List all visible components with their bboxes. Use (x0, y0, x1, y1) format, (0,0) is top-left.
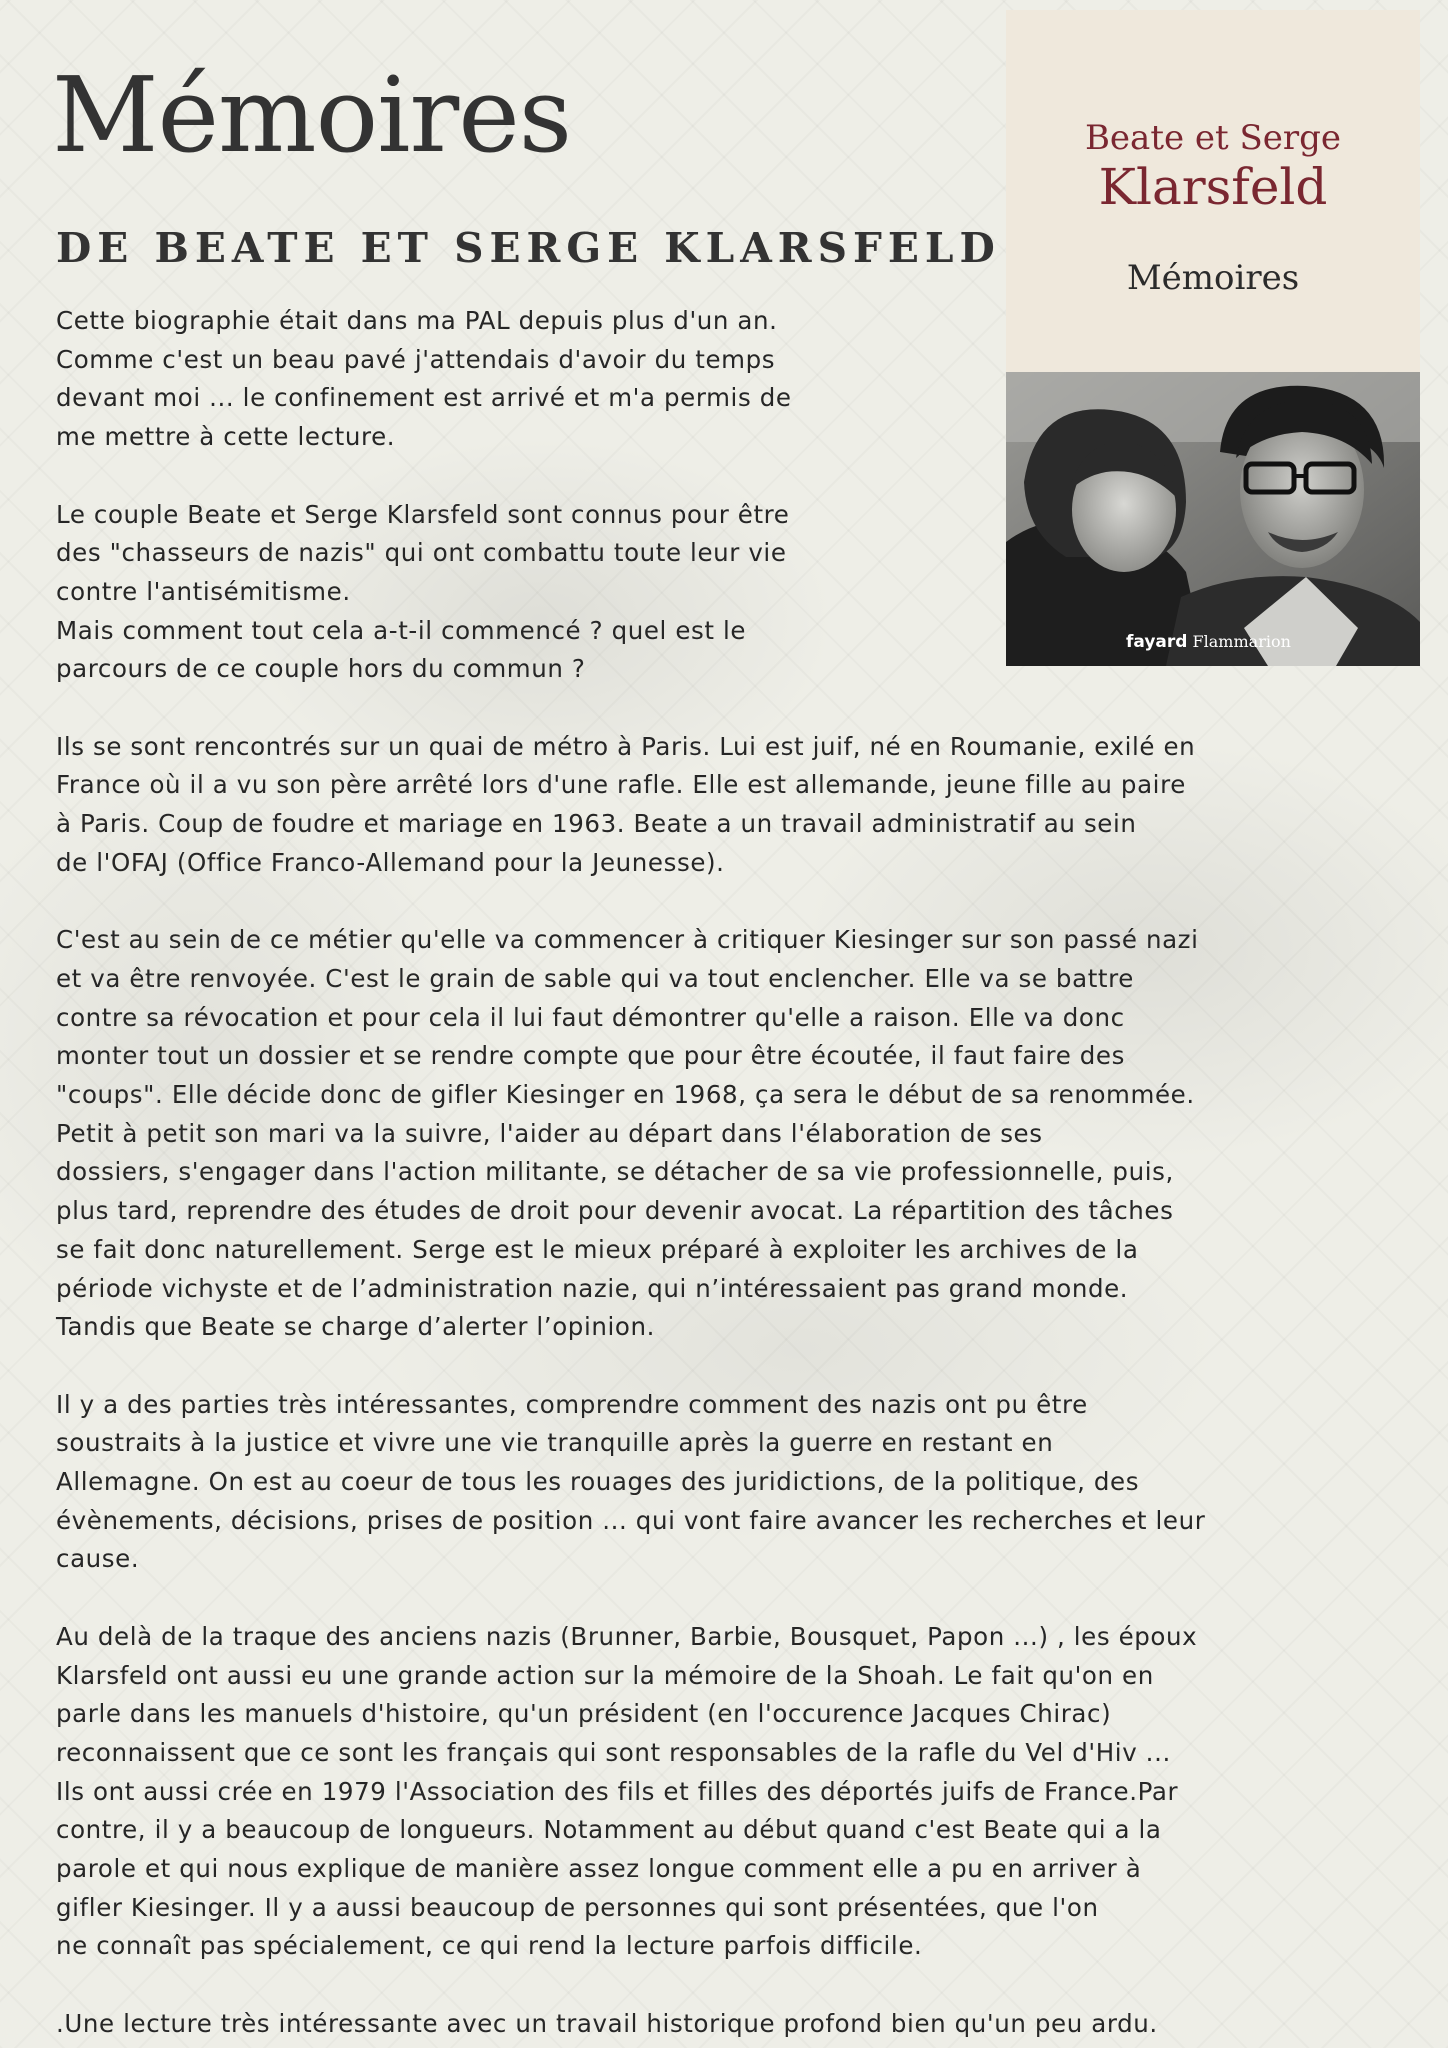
text-line: Cette biographie était dans ma PAL depuis plus d'un an. (56, 306, 778, 335)
text-line: parcours de ce couple hors du commun ? (56, 654, 586, 684)
paragraph (56, 2005, 1396, 2044)
page-subtitle: DE BEATE ET SERGE KLARSFELD (56, 224, 1001, 272)
text-line: Ils ont aussi crée en 1979 l'Association des fils et filles des déportés juifs de France.Par (56, 1776, 1179, 1806)
paragraph (56, 921, 1396, 1347)
text-line: Le couple Beate et Serge Klarsfeld sont connus pour être (56, 499, 790, 529)
cover-publisher-secondary: Flammarion (1192, 632, 1291, 651)
text-line: des "chasseurs de nazis" qui ont combattu toute leur vie (56, 538, 787, 568)
paragraph (56, 728, 1396, 883)
text-line: et va être renvoyée. C'est le grain de sable qui va tout enclencher. Elle va se battre (56, 963, 1134, 993)
text-line: contre l'antisémitisme. (56, 576, 351, 606)
text-line: à Paris. Coup de foudre et mariage en 1963. Beate a un travail administratif au sein (56, 809, 1137, 839)
paragraph (56, 1386, 1396, 1580)
text-line: gifler Kiesinger. Il y a aussi beaucoup de personnes qui sont présentées, que l'on (56, 1892, 1099, 1922)
paragraph (56, 302, 1396, 457)
text-line: soustraits à la justice et vivre une vie tranquille après la guerre en restant en (56, 1428, 1054, 1458)
text-line: Mais comment tout cela a-t-il commencé ? quel est le (56, 615, 747, 645)
text-line: .Une lecture très intéressante avec un travail historique profond bien qu'un peu ardu. (56, 2008, 1158, 2038)
text-line: Klarsfeld ont aussi eu une grande action sur la mémoire de la Shoah. Le fait qu'on en (56, 1660, 1154, 1690)
text-line: Comme c'est un beau pavé j'attendais d'avoir du temps (56, 344, 776, 374)
text-line: Il y a des parties très intéressantes, comprendre comment des nazis ont pu être (56, 1389, 1088, 1419)
cover-title: Mémoires (1126, 258, 1300, 298)
cover-author-line1: Beate et Serge (1084, 118, 1342, 158)
text-line: période vichyste et de l’administration nazie, qui n’intéressaient pas grand monde. (56, 1273, 1129, 1303)
text-line: ne connaît pas spécialement, ce qui rend la lecture parfois difficile. (56, 1931, 923, 1961)
text-line: de l'OFAJ (Office Franco-Allemand pour la Jeunesse). (56, 847, 725, 877)
text-line: monter tout un dossier et se rendre compte que pour être écoutée, il faut faire des (56, 1041, 1125, 1071)
cover-author-line2: Klarsfeld (1098, 158, 1328, 216)
paragraph (56, 1618, 1396, 1966)
text-line: "coups". Elle décide donc de gifler Kiesinger en 1968, ça sera le début de sa renommée. (56, 1080, 1195, 1110)
text-line: Allemagne. On est au coeur de tous les rouages des juridictions, de la politique, des (56, 1467, 1140, 1497)
text-line: France où il a vu son père arrêté lors d'une rafle. Elle est allemande, jeune fille au paire (56, 770, 1186, 800)
text-line: contre, il y a beaucoup de longueurs. Notamment au début quand c'est Beate qui a la (56, 1815, 1162, 1845)
text-line: contre sa révocation et pour cela il lui faut démontrer qu'elle a raison. Elle va donc (56, 1002, 1125, 1032)
page-title: Mémoires (52, 54, 572, 176)
text-line: parole et qui nous explique de manière assez longue comment elle a pu en arriver à (56, 1854, 1142, 1884)
text-line: Tandis que Beate se charge d’alerter l’opinion. (56, 1312, 655, 1342)
text-line: me mettre à cette lecture. (56, 422, 396, 452)
review-body (56, 302, 1396, 2044)
text-line: parle dans les manuels d'histoire, qu'un président (en l'occurence Jacques Chirac) (56, 1699, 1112, 1729)
text-line: évènements, décisions, prises de position ... qui vont faire avancer les recherches et leur (56, 1505, 1206, 1535)
text-line: Ils se sont rencontrés sur un quai de métro à Paris. Lui est juif, né en Roumanie, exilé en (56, 731, 1196, 761)
text-line: dossiers, s'engager dans l'action militante, se détacher de sa vie professionnelle, puis, (56, 1157, 1174, 1187)
text-line: Petit à petit son mari va la suivre, l'aider au départ dans l'élaboration de ses (56, 1118, 1043, 1148)
paragraph (56, 496, 1396, 690)
text-line: C'est au sein de ce métier qu'elle va commencer à critiquer Kiesinger sur son passé nazi (56, 925, 1199, 955)
cover-publisher-main: fayard (1126, 632, 1188, 652)
text-line: plus tard, reprendre des études de droit pour devenir avocat. La répartition des tâches (56, 1196, 1174, 1226)
text-line: cause. (56, 1544, 140, 1574)
text-line: reconnaissent que ce sont les français qui sont responsables de la rafle du Vel d'Hiv ... (56, 1737, 1171, 1767)
text-line: devant moi ... le confinement est arrivé et m'a permis de (56, 383, 792, 413)
text-line: Au delà de la traque des anciens nazis (Brunner, Barbie, Bousquet, Papon ...) , les époux (56, 1621, 1198, 1651)
text-line: se fait donc naturellement. Serge est le mieux préparé à exploiter les archives de la (56, 1234, 1139, 1264)
